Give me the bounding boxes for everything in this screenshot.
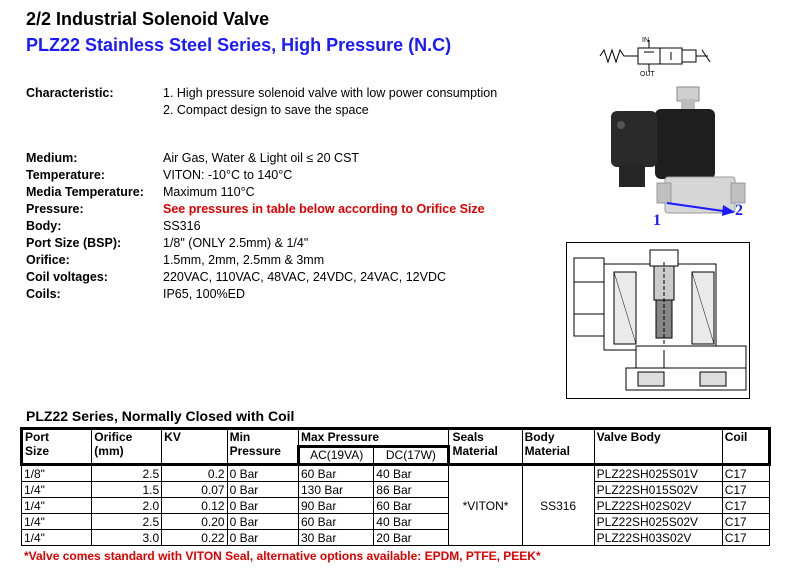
cell-min: 0 Bar bbox=[227, 514, 298, 530]
cell-kv: 0.22 bbox=[162, 530, 227, 546]
footnote: *Valve comes standard with VITON Seal, alternative options available: EPDM, PTFE, PEEK* bbox=[24, 549, 541, 563]
table-row bbox=[22, 498, 770, 514]
spec-value-pressure: See pressures in table below according to Orifice Size bbox=[163, 202, 485, 216]
spec-value: 1.5mm, 2mm, 2.5mm & 3mm bbox=[163, 253, 325, 267]
cell-orifice: 2.5 bbox=[92, 465, 162, 482]
cell-valve: PLZ22SH025S01V bbox=[594, 465, 722, 482]
spec-label: Media Temperature: bbox=[26, 185, 144, 199]
cell-body: SS316 bbox=[522, 465, 594, 546]
characteristic-line: 2. Compact design to save the space bbox=[163, 103, 369, 117]
spec-value: 1/8" (ONLY 2.5mm) & 1/4" bbox=[163, 236, 309, 250]
cell-kv: 0.2 bbox=[162, 465, 227, 482]
table-row bbox=[22, 514, 770, 530]
spec-value: VITON: -10°C to 140°C bbox=[163, 168, 293, 182]
table-row bbox=[22, 482, 770, 498]
spec-label: Temperature: bbox=[26, 168, 105, 182]
cell-valve: PLZ22SH025S02V bbox=[594, 514, 722, 530]
spec-label: Body: bbox=[26, 219, 62, 233]
spec-label: Coil voltages: bbox=[26, 270, 108, 284]
cell-ac: 60 Bar bbox=[298, 465, 373, 482]
cell-coil: C17 bbox=[722, 514, 769, 530]
spec-value: IP65, 100%ED bbox=[163, 287, 245, 301]
header-coil: Coil bbox=[722, 429, 769, 465]
cell-kv: 0.12 bbox=[162, 498, 227, 514]
cell-dc: 60 Bar bbox=[374, 498, 449, 514]
cell-min: 0 Bar bbox=[227, 482, 298, 498]
spec-label: Coils: bbox=[26, 287, 61, 301]
cell-coil: C17 bbox=[722, 498, 769, 514]
cell-seals: *VITON* bbox=[449, 465, 522, 546]
spec-value: Air Gas, Water & Light oil ≤ 20 CST bbox=[163, 151, 360, 165]
cell-ac: 130 Bar bbox=[298, 482, 373, 498]
spec-label: Medium: bbox=[26, 151, 78, 165]
spec-value: 220VAC, 110VAC, 48VAC, 24VDC, 24VAC, 12VDC bbox=[163, 270, 447, 284]
cell-min: 0 Bar bbox=[227, 465, 298, 482]
cell-dc: 40 Bar bbox=[374, 465, 449, 482]
characteristic-line: 1. High pressure solenoid valve with low power consumption bbox=[163, 86, 498, 100]
header-orifice: Orifice (mm) bbox=[92, 429, 162, 465]
cell-ac: 30 Bar bbox=[298, 530, 373, 546]
port-2-label: 2 bbox=[735, 202, 743, 219]
cell-valve: PLZ22SH03S02V bbox=[594, 530, 722, 546]
cell-orifice: 3.0 bbox=[92, 530, 162, 546]
spec-value: SS316 bbox=[163, 219, 201, 233]
valve-symbol-icon bbox=[598, 36, 723, 78]
cell-coil: C17 bbox=[722, 530, 769, 546]
header-kv: KV bbox=[162, 429, 227, 465]
port-1-label: 1 bbox=[653, 212, 661, 229]
header-min-pressure: Min Pressure bbox=[227, 429, 298, 465]
cell-min: 0 Bar bbox=[227, 530, 298, 546]
header-max-pressure: Max Pressure bbox=[298, 429, 449, 447]
header-dc: DC(17W) bbox=[374, 447, 449, 465]
cross-section-diagram bbox=[566, 242, 750, 399]
cell-valve: PLZ22SH02S02V bbox=[594, 498, 722, 514]
table-row bbox=[22, 530, 770, 546]
characteristic-label: Characteristic: bbox=[26, 86, 114, 100]
cell-kv: 0.07 bbox=[162, 482, 227, 498]
cell-valve: PLZ22SH015S02V bbox=[594, 482, 722, 498]
cell-orifice: 1.5 bbox=[92, 482, 162, 498]
cell-kv: 0.20 bbox=[162, 514, 227, 530]
cell-orifice: 2.5 bbox=[92, 514, 162, 530]
page-title: 2/2 Industrial Solenoid Valve bbox=[26, 9, 270, 29]
cell-port: 1/4" bbox=[22, 530, 92, 546]
symbol-out-label: OUT bbox=[640, 71, 655, 78]
cell-orifice: 2.0 bbox=[92, 498, 162, 514]
cell-min: 0 Bar bbox=[227, 498, 298, 514]
page-subtitle: PLZ22 Stainless Steel Series, High Pressure (N.C) bbox=[26, 35, 452, 55]
table-caption: PLZ22 Series, Normally Closed with Coil bbox=[26, 408, 295, 424]
header-body: Body Material bbox=[522, 429, 594, 465]
cell-port: 1/4" bbox=[22, 514, 92, 530]
header-seals: Seals Material bbox=[449, 429, 522, 465]
spec-label: Pressure: bbox=[26, 202, 84, 216]
cell-dc: 86 Bar bbox=[374, 482, 449, 498]
header-port: Port Size bbox=[22, 429, 92, 465]
cell-port: 1/8" bbox=[22, 465, 92, 482]
header-ac: AC(19VA) bbox=[298, 447, 373, 465]
specification-table bbox=[20, 427, 771, 546]
table-row bbox=[22, 465, 770, 482]
cell-coil: C17 bbox=[722, 465, 769, 482]
cell-ac: 60 Bar bbox=[298, 514, 373, 530]
spec-label: Port Size (BSP): bbox=[26, 236, 122, 250]
cell-port: 1/4" bbox=[22, 482, 92, 498]
cell-dc: 40 Bar bbox=[374, 514, 449, 530]
valve-photo-image bbox=[597, 85, 777, 235]
spec-label: Orifice: bbox=[26, 253, 70, 267]
cell-port: 1/4" bbox=[22, 498, 92, 514]
cell-coil: C17 bbox=[722, 482, 769, 498]
cell-dc: 20 Bar bbox=[374, 530, 449, 546]
symbol-in-label: IN bbox=[642, 37, 649, 44]
spec-value: Maximum 110°C bbox=[163, 185, 255, 199]
cell-ac: 90 Bar bbox=[298, 498, 373, 514]
header-valve-body: Valve Body bbox=[594, 429, 722, 465]
